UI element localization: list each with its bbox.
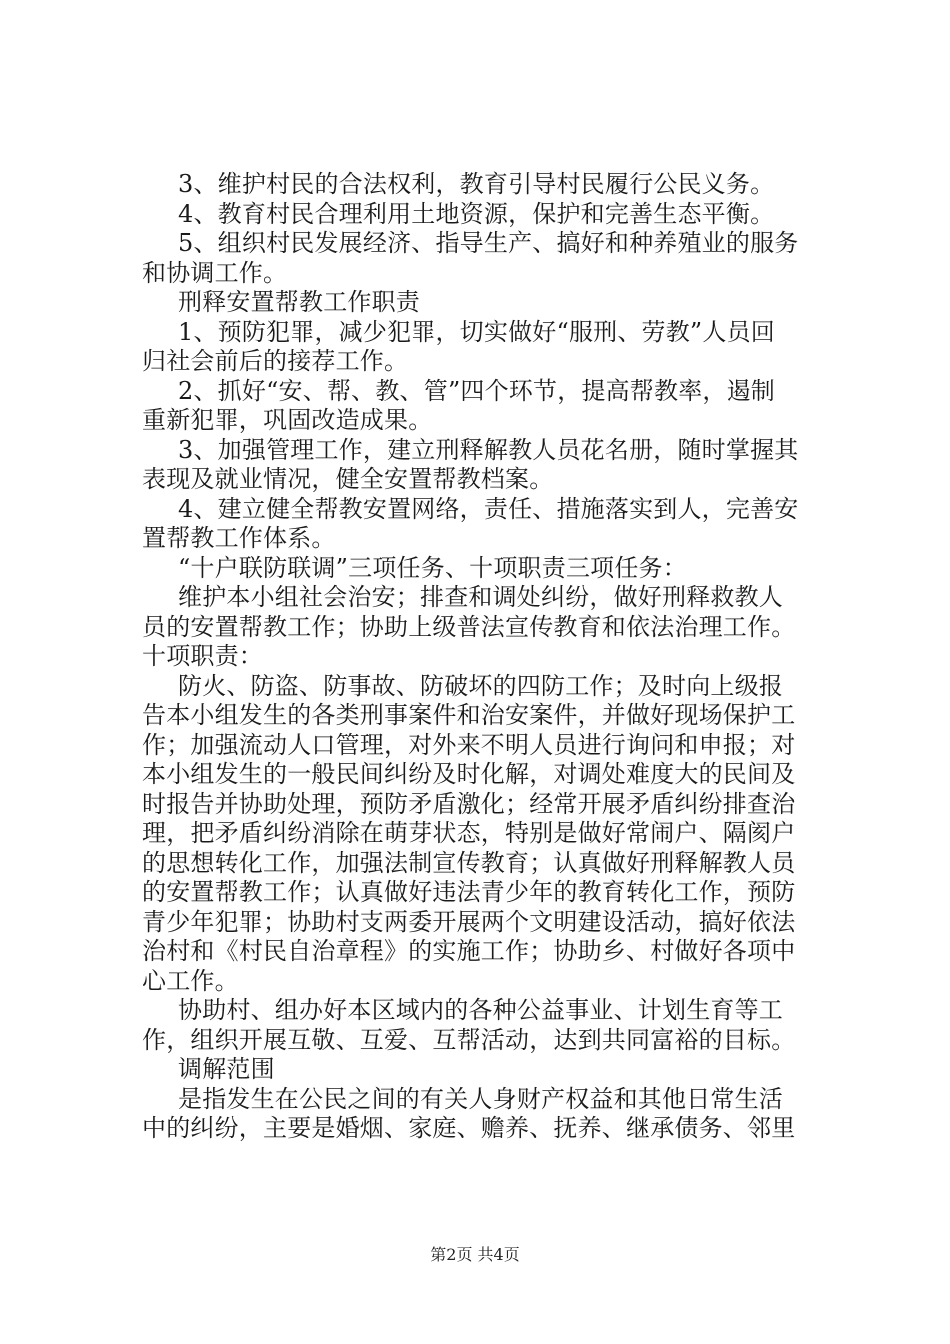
text-line: 理，把矛盾纠纷消除在萌芽状态，特别是做好常闹户、隔阂户 [142, 819, 796, 847]
text-line: 本小组发生的一般民间纠纷及时化解，对调处难度大的民间及 [142, 760, 796, 788]
text-line: 和协调工作。 [142, 258, 288, 287]
text-line: 中的纠纷，主要是婚烟、家庭、赡养、抚养、继承债务、邻里 [142, 1114, 796, 1142]
document-body [142, 170, 832, 1144]
text-line: 刑释安置帮教工作职责 [178, 288, 420, 316]
page-footer [0, 1245, 950, 1265]
text-line: 1、预防犯罪，减少犯罪，切实做好“服刑、劳教”人员回 [178, 317, 776, 346]
text-line: 协助村、组办好本区域内的各种公益事业、计划生育等工 [178, 996, 783, 1024]
text-line: 3、维护村民的合法权利，教育引导村民履行公民义务。 [178, 170, 775, 198]
text-line: 归社会前后的接荐工作。 [142, 347, 409, 375]
text-line: 4、建立健全帮教安置网络，责任、措施落实到人，完善安 [178, 494, 799, 523]
text-line: 的思想转化工作，加强法制宣传教育；认真做好刑释解教人员 [142, 848, 796, 877]
page-number: 第2页 共4页 [430, 1245, 520, 1264]
text-line: 的安置帮教工作；认真做好违法青少年的教育转化工作，预防 [142, 878, 796, 906]
text-line: 时报告并协助处理，预防矛盾激化；经常开展矛盾纠纷排查治 [142, 789, 796, 818]
text-line: 是指发生在公民之间的有关人身财产权益和其他日常生活 [178, 1084, 783, 1113]
text-line: 维护本小组社会治安；排查和调处纠纷，做好刑释救教人 [178, 583, 783, 611]
text-line: 4、教育村民合理利用土地资源，保护和完善生态平衡。 [178, 199, 775, 228]
text-line: 重新犯罪，巩固改造成果。 [142, 406, 433, 434]
text-line: 十项职责： [142, 642, 263, 670]
text-line: 青少年犯罪；协助村支两委开展两个文明建设活动，搞好依法 [142, 907, 796, 936]
text-line: “十户联防联调”三项任务、十项职责三项任务： [178, 553, 687, 582]
text-line: 告本小组发生的各类刑事案件和治安案件，并做好现场保护工 [142, 701, 796, 729]
text-line: 作；加强流动人口管理，对外来不明人员进行询问和申报；对 [142, 730, 796, 759]
text-line: 心工作。 [142, 966, 239, 995]
text-line: 表现及就业情况，健全安置帮教档案。 [142, 465, 554, 493]
text-line: 置帮教工作体系。 [142, 524, 336, 552]
text-line: 5、组织村民发展经济、指导生产、搞好和种养殖业的服务 [178, 229, 799, 257]
text-line: 防火、防盗、防事故、防破坏的四防工作；及时向上级报 [178, 671, 783, 700]
text-line: 治村和《村民自治章程》的实施工作；协助乡、村做好各项中 [142, 937, 796, 965]
text-line: 2、抓好“安、帮、教、管”四个环节，提高帮教率，遏制 [178, 376, 776, 405]
text-line: 员的安置帮教工作；协助上级普法宣传教育和依法治理工作。 [142, 612, 796, 641]
text-line: 3、加强管理工作，建立刑释解教人员花名册，随时掌握其 [178, 435, 799, 464]
text-line: 作，组织开展互敬、互爱、互帮活动，达到共同富裕的目标。 [142, 1025, 796, 1054]
text-line: 调解范围 [178, 1055, 275, 1083]
